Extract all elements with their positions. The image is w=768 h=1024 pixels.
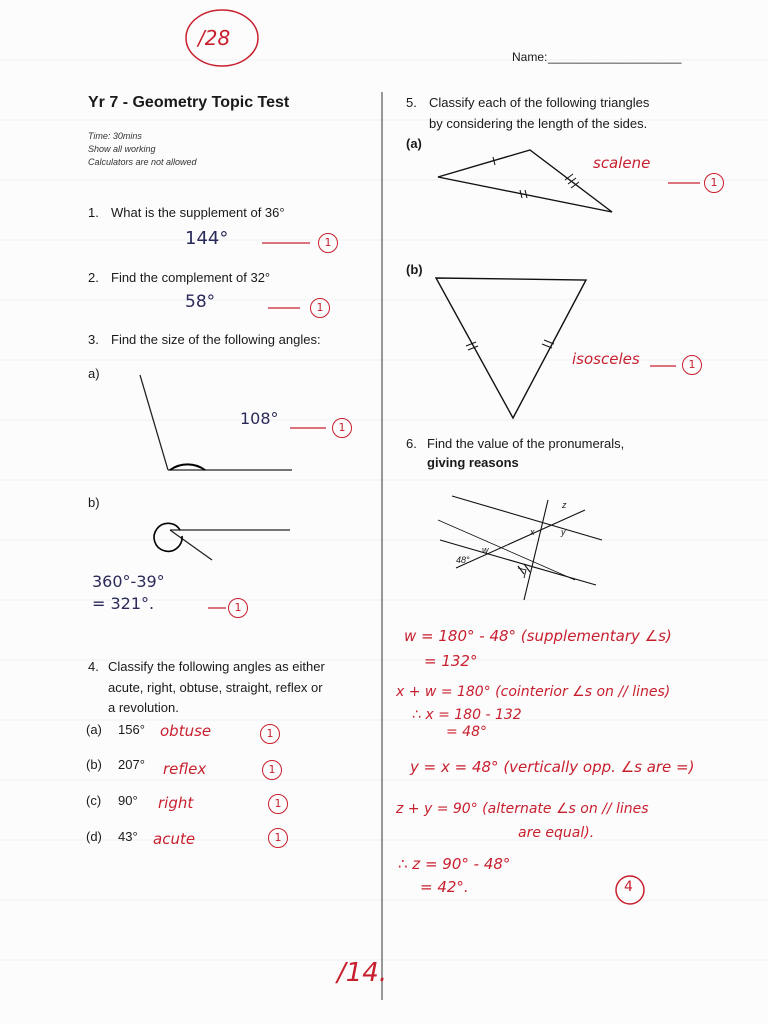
- q2-number: 2.: [88, 270, 99, 285]
- q6-working-line2: = 132°: [424, 652, 478, 670]
- test-title-main: Geometry Topic Test: [132, 94, 290, 111]
- total-score: /28: [198, 26, 231, 50]
- q6-text-line2: giving reasons: [427, 455, 519, 470]
- q5b-answer: isosceles: [572, 350, 640, 368]
- q4-text-line1: Classify the following angles as either: [108, 659, 325, 674]
- q2-text: Find the complement of 32°: [111, 270, 271, 285]
- q6-working-line3: x + w = 180° (cointerior ∠s on // lines): [396, 684, 671, 700]
- q1-answer: 144°: [185, 228, 229, 249]
- q4c-mark: 1: [268, 794, 288, 814]
- q1-number: 1.: [88, 205, 99, 220]
- q4a-answer: obtuse: [160, 722, 212, 740]
- q4d-answer: acute: [153, 830, 196, 848]
- q5b-label: (b): [406, 262, 423, 277]
- q4-text-line2: acute, right, obtuse, straight, reflex or: [108, 680, 323, 695]
- q4a-label: (a): [86, 722, 102, 737]
- q3b-label: b): [88, 495, 100, 510]
- q4d-angle: 43°: [118, 829, 138, 844]
- q6-working-line9: ∴ z = 90° - 48°: [398, 855, 511, 873]
- q4-number: 4.: [88, 659, 99, 674]
- q4b-angle: 207°: [118, 757, 145, 772]
- q6-working-line5: = 48°: [446, 724, 487, 740]
- q3a-answer: 108°: [240, 409, 279, 428]
- time-limit: Time: 30mins: [88, 131, 142, 141]
- q2-mark: 1: [310, 298, 330, 318]
- q3a-label: a): [88, 366, 100, 381]
- q6-x-label: x: [530, 527, 535, 537]
- q6-text-line1: Find the value of the pronumerals,: [427, 436, 625, 451]
- q1-mark: 1: [318, 233, 338, 253]
- q6-working-line10: = 42°.: [420, 878, 469, 896]
- q5b-isosceles-triangle: [436, 278, 586, 418]
- q6-working-line1: w = 180° - 48° (supplementary ∠s): [404, 627, 672, 645]
- test-title: [88, 94, 289, 112]
- q3-number: 3.: [88, 332, 99, 347]
- name-field-line[interactable]: ____________________: [548, 50, 682, 64]
- q4b-answer: reflex: [163, 760, 207, 778]
- q3b-working: 360°-39°: [92, 572, 165, 591]
- q3-text: Find the size of the following angles:: [111, 332, 321, 347]
- q6-working-line8: are equal).: [518, 825, 595, 841]
- q4d-mark: 1: [268, 828, 288, 848]
- test-title-prefix: Yr 7 -: [88, 94, 133, 111]
- name-label: Name:: [512, 50, 548, 64]
- q5b-mark: 1: [682, 355, 702, 375]
- q4c-answer: right: [158, 794, 194, 812]
- q5-text-line1: Classify each of the following triangles: [429, 95, 650, 110]
- q5a-mark: 1: [704, 173, 724, 193]
- q5a-label: (a): [406, 136, 422, 151]
- q6-working-line4: ∴ x = 180 - 132: [412, 707, 522, 723]
- q5a-scalene-triangle: [438, 150, 612, 212]
- q4a-mark: 1: [260, 724, 280, 744]
- q5-number: 5.: [406, 95, 417, 110]
- show-working-note: Show all working: [88, 144, 156, 154]
- q5a-answer: scalene: [593, 154, 651, 172]
- q1-text: What is the supplement of 36°: [111, 205, 285, 220]
- q6-number: 6.: [406, 436, 417, 451]
- q6-working-line7: z + y = 90° (alternate ∠s on // lines: [396, 801, 649, 817]
- q6-y-label: y: [561, 527, 566, 537]
- q6-mark: 4: [624, 879, 633, 895]
- q4d-label: (d): [86, 829, 102, 844]
- q6-angle-label: 48°: [456, 555, 470, 565]
- ruled-lines: [0, 60, 768, 960]
- q6-z-label: z: [562, 500, 567, 510]
- q6-parallel-lines-diagram: [438, 496, 602, 600]
- q6-working-line6: y = x = 48° (vertically opp. ∠s are =): [410, 758, 695, 776]
- q4c-angle: 90°: [118, 793, 138, 808]
- q6-w-label: w: [482, 545, 489, 555]
- q3a-mark: 1: [332, 418, 352, 438]
- calculator-note: Calculators are not allowed: [88, 157, 197, 167]
- q4c-label: (c): [86, 793, 102, 808]
- q3b-answer: = 321°.: [92, 594, 155, 613]
- q5-text-line2: by considering the length of the sides.: [429, 116, 648, 131]
- q4b-mark: 1: [262, 760, 282, 780]
- q4a-angle: 156°: [118, 722, 145, 737]
- q3b-mark: 1: [228, 598, 248, 618]
- page-score: /14.: [337, 958, 388, 988]
- q2-answer: 58°: [185, 292, 216, 312]
- q4-text-line3: a revolution.: [108, 700, 179, 715]
- q3b-angle-diagram: [154, 523, 290, 560]
- q4b-label: (b): [86, 757, 102, 772]
